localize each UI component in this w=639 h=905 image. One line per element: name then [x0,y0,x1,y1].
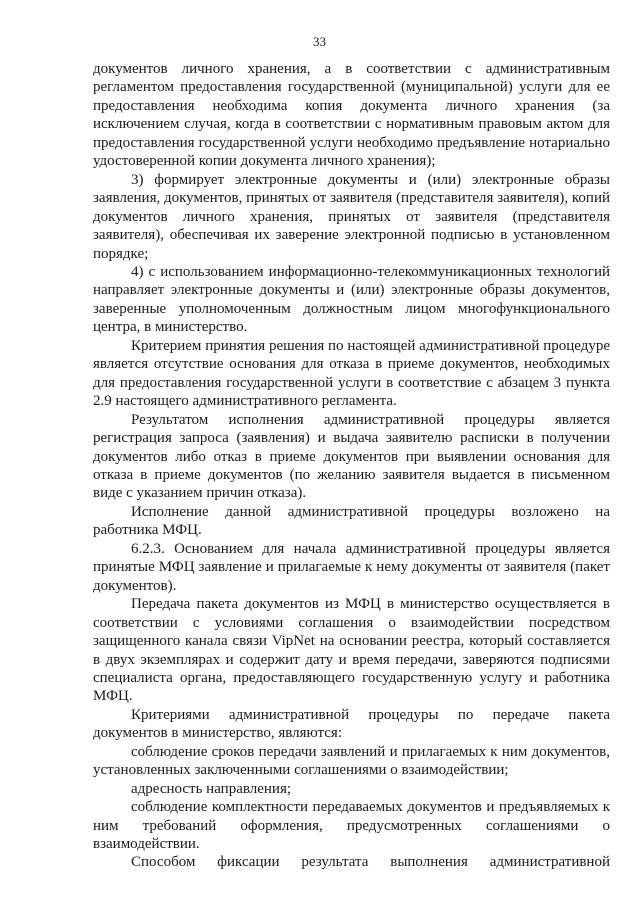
list-item: адресность направления; [131,780,292,797]
paragraph: Критерием принятия решения по настоящей административной процедуре является отсутствие основания для отказа в приеме документов, необходимых для предоставления государственной услуги в соответствие с абзацем 3 пункта 2.9 настоящего административного регламента. [93,337,610,410]
paragraph: Передача пакета документов из МФЦ в министерство осуществляется в соответствии с условиями соглашения о взаимодействии посредством защищенного канала связи VipNet на основании реестра, который составляется в двух экземплярах и содержит дату и время передачи, заверяются подписями специалиста органа, предоставляющего государственную услугу и работника МФЦ. [93,596,610,705]
paragraph: Способом фиксации результата выполнения административной [131,854,610,871]
paragraph: Результатом исполнения административной процедуры является регистрация запроса (заявления) и выдача заявителю расписки в получении документов либо отказ в приеме документов при выявлении основания для отказа в приеме документов (по желанию заявителя выдается в письменном виде с указанием причин отказа). [93,411,610,502]
paragraph: Критериями административной процедуры по передаче пакета документов в министерство, являются: [93,706,610,742]
paragraph: Исполнение данной административной процедуры возложено на работника МФЦ. [93,503,610,539]
paragraph: 3) формирует электронные документы и (или) электронные образы заявления, документов, принятых от заявителя (представителя заявителя), копий документов личного хранения, принятых от заявителя (представителя заявителя), обеспечивая их заверение электронной подписью в установленном порядке; [93,171,610,262]
list-item: соблюдение сроков передачи заявлений и прилагаемых к ним документов, установленных заключенными соглашениями о взаимодействии; [93,743,610,779]
body-text [93,60,610,872]
paragraph: документов личного хранения, а в соответствии с административным регламентом предоставления государственной (муниципальной) услуги для ее предоставления необходима копия документа личного хранения (за исключением случая, когда в соответствии с нормативным правовым актом для предоставления государственной услуги необходимо предъявление нотариально удостоверенной копии документа личного хранения); [93,61,610,170]
paragraph: 6.2.3. Основанием для начала административной процедуры является принятые МФЦ заявление и прилагаемые к нему документы от заявителя (пакет документов). [93,540,610,594]
page-number: 33 [313,34,326,49]
list-item: соблюдение комплектности передаваемых документов и предъявляемых к ним требований оформления, предусмотренных соглашениями о взаимодействии. [93,799,610,853]
paragraph: 4) с использованием информационно-телекоммуникационных технологий направляет электронные документы и (или) электронные образы документов, заверенные уполномоченным должностным лицом многофункционального центра, в министерство. [93,263,610,336]
